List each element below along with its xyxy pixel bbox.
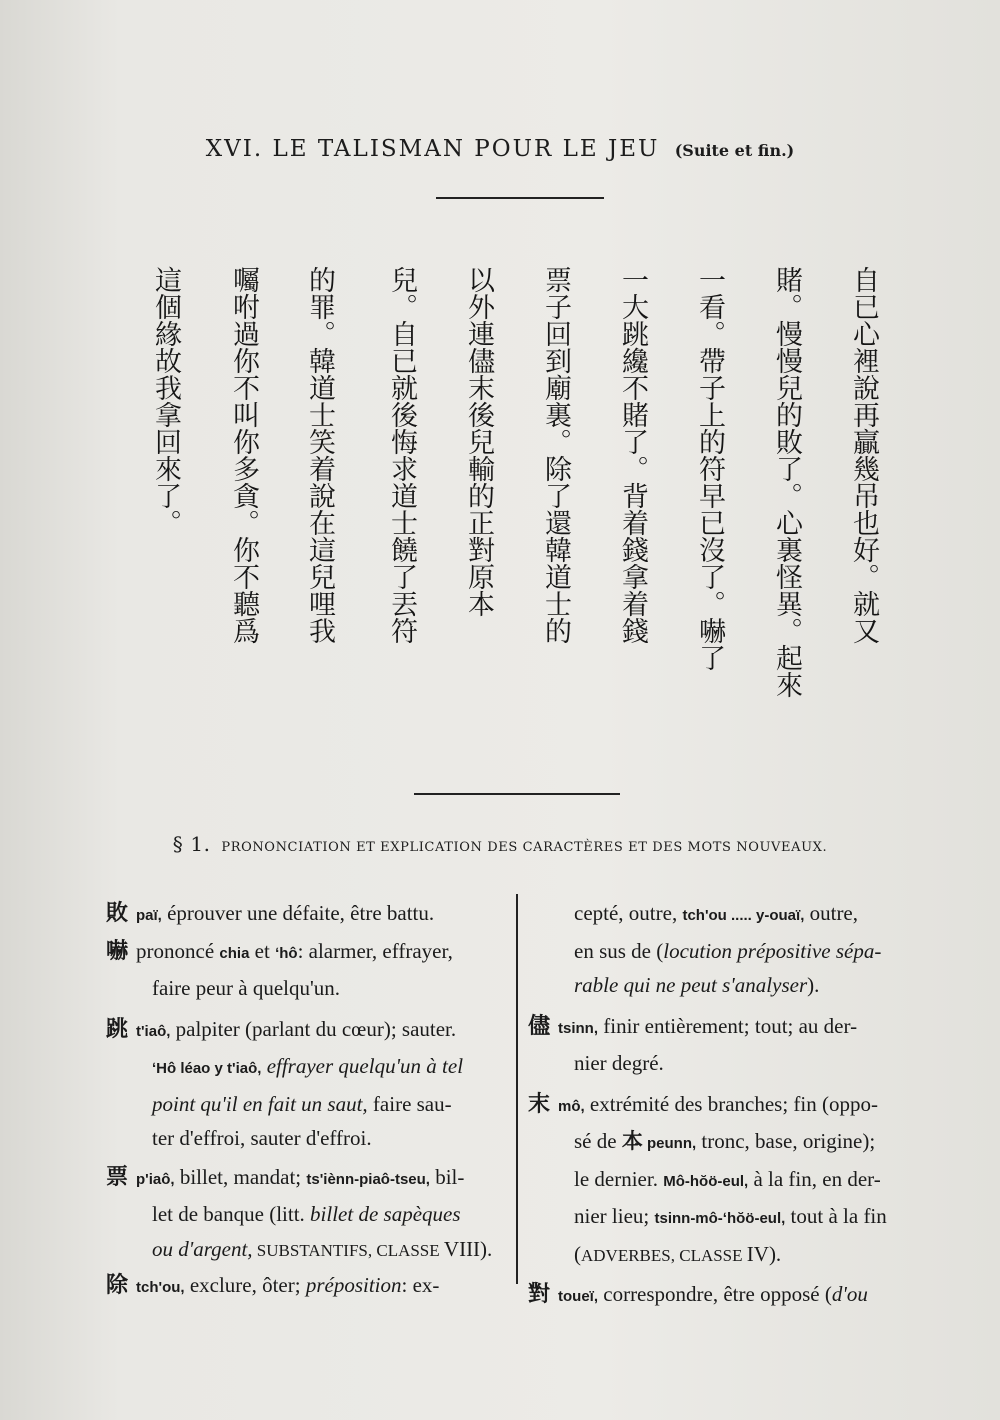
entry-chu-continued (560, 896, 940, 1003)
romanization: peunn, (642, 1135, 697, 1152)
definition: ou d'argent, (152, 1236, 253, 1261)
definition: finir entièrement; tout; au der- (598, 1013, 858, 1038)
chinese-column-10: 這個緣故我拿回來了。 (150, 266, 181, 536)
definition: éprouver une défaite, être battu. (161, 901, 435, 925)
chinese-column-1: 自已心裡說再贏幾吊也好。就又 (848, 266, 879, 644)
grammar-ref: SUBSTANTIFS, CLASSE (252, 1240, 444, 1260)
definition: point qu'il en fait un saut, (152, 1091, 368, 1116)
left-column (106, 896, 510, 1306)
entry-char: 除 (106, 1273, 129, 1298)
entry-char: 末 (528, 1091, 551, 1117)
right-column (528, 896, 940, 1315)
entry-char: 跳 (106, 1016, 129, 1042)
definition: sé de (574, 1129, 622, 1153)
chinese-column-3: 一看。帶子上的符早已沒了。嚇了 (694, 266, 725, 671)
definition: IV). (746, 1241, 782, 1266)
title-rule (436, 197, 604, 199)
entry-mo (528, 1087, 940, 1274)
entry-char: 儘 (528, 1013, 551, 1039)
section-symbol: § 1. (172, 832, 211, 856)
definition: billet, mandat; (174, 1164, 307, 1189)
entry-char: 票 (106, 1164, 129, 1190)
title-main: XVI. LE TALISMAN POUR LE JEU (205, 136, 660, 162)
romanization: chia (219, 944, 250, 962)
definition: billet de sapèques (310, 1202, 461, 1226)
romanization: paï, (136, 907, 162, 924)
romanization: p'iaô, (136, 1170, 175, 1188)
definition: outre, (804, 901, 859, 925)
romanization: ʻhô (275, 944, 298, 962)
entry-dui (528, 1277, 940, 1315)
page-title (0, 136, 1000, 162)
definition: VIII). (443, 1236, 493, 1261)
entry-tiao (106, 1012, 510, 1156)
definition: faire sau- (367, 1091, 452, 1116)
chinese-column-8: 的罪。韓道士笑着說在這兒哩我 (304, 266, 335, 644)
definition: ( (574, 1241, 581, 1266)
definition: à la fin, en der- (748, 1166, 881, 1191)
chinese-column-5: 票子回到廟裏。除了還韓道士的 (540, 266, 571, 644)
romanization: tch'ou, (136, 1279, 185, 1296)
entry-jin (528, 1009, 940, 1081)
definition: cepté, outre, (574, 901, 683, 925)
entry-char: 對 (528, 1282, 551, 1307)
romanization: ʻHô léao y t'iaô, (152, 1060, 262, 1077)
definition: préposition (305, 1273, 402, 1297)
definition: extrémité des branches; fin (oppo- (584, 1091, 878, 1116)
definition: prononcé (136, 938, 220, 963)
romanization: toueï, (558, 1288, 598, 1305)
definition: let de banque (litt. (152, 1202, 311, 1226)
romanization: tsinn-mô-ʻhŏö-eul, (654, 1210, 786, 1227)
definition: correspondre, être opposé ( (598, 1282, 832, 1306)
definition: nier degré. (574, 1051, 664, 1075)
definition: ). (807, 973, 820, 997)
definition: locution prépositive sépa- (663, 938, 882, 963)
definition: exclure, ôter; (184, 1273, 306, 1297)
chinese-column-2: 賭。慢慢兒的敗了。心裏怪異。起來 (771, 266, 802, 698)
inline-char: 本 (621, 1129, 643, 1153)
text-end-rule (414, 793, 620, 795)
chinese-column-7: 兒。自已就後悔求道士饒了丟符 (386, 266, 417, 644)
definition: nier lieu; (574, 1204, 655, 1228)
definition: : ex- (401, 1273, 440, 1297)
entry-char: 嚇 (106, 938, 129, 964)
definition: tout à la fin (785, 1204, 887, 1228)
chinese-column-6: 以外連儘末後兒輸的正對原本 (463, 266, 494, 617)
section-heading-text: PRONONCIATION ET EXPLICATION DES CARACTÈRES ET DES MOTS NOUVEAUX. (221, 840, 828, 855)
definition: bil- (429, 1164, 465, 1189)
entry-char: 敗 (106, 901, 129, 926)
grammar-ref: ADVERBES, CLASSE (581, 1245, 747, 1265)
definition: rable qui ne peut s'analyser (574, 973, 808, 997)
chinese-column-9: 囑咐過你不叫你多貪。你不聽爲 (228, 266, 259, 644)
definition: faire peur à quelqu'un. (152, 976, 341, 1000)
romanization: tch'ou ..... y-ouaï, (682, 907, 805, 924)
definition: ter d'effroi, sauter d'effroi. (152, 1126, 372, 1150)
romanization: Mô-hŏö-eul, (663, 1172, 749, 1190)
definition: tronc, base, origine); (696, 1129, 876, 1153)
title-suite: (Suite et fin.) (674, 141, 795, 160)
definition: effrayer quelqu'un à tel (261, 1054, 464, 1078)
definition: : alarmer, effrayer, (297, 938, 453, 963)
romanization: t'iaô, (136, 1022, 171, 1040)
definition: en sus de ( (574, 938, 664, 963)
section-heading (0, 832, 1000, 856)
entry-chu (106, 1268, 510, 1306)
column-divider (516, 894, 518, 1284)
entry-he (106, 934, 510, 1006)
entry-piao (106, 1160, 510, 1269)
romanization: ts'iènn-piaô-tseu, (306, 1170, 430, 1188)
entry-bai (106, 896, 510, 934)
definition: palpiter (parlant du cœur); sauter. (170, 1016, 457, 1041)
definition: le dernier. (574, 1166, 664, 1191)
romanization: tsinn, (558, 1019, 598, 1037)
romanization: mô, (558, 1097, 585, 1115)
definition: et (249, 938, 276, 963)
definition: d'ou (831, 1282, 868, 1306)
chinese-column-4: 一大跳纔不賭了。背着錢拿着錢 (617, 266, 648, 644)
